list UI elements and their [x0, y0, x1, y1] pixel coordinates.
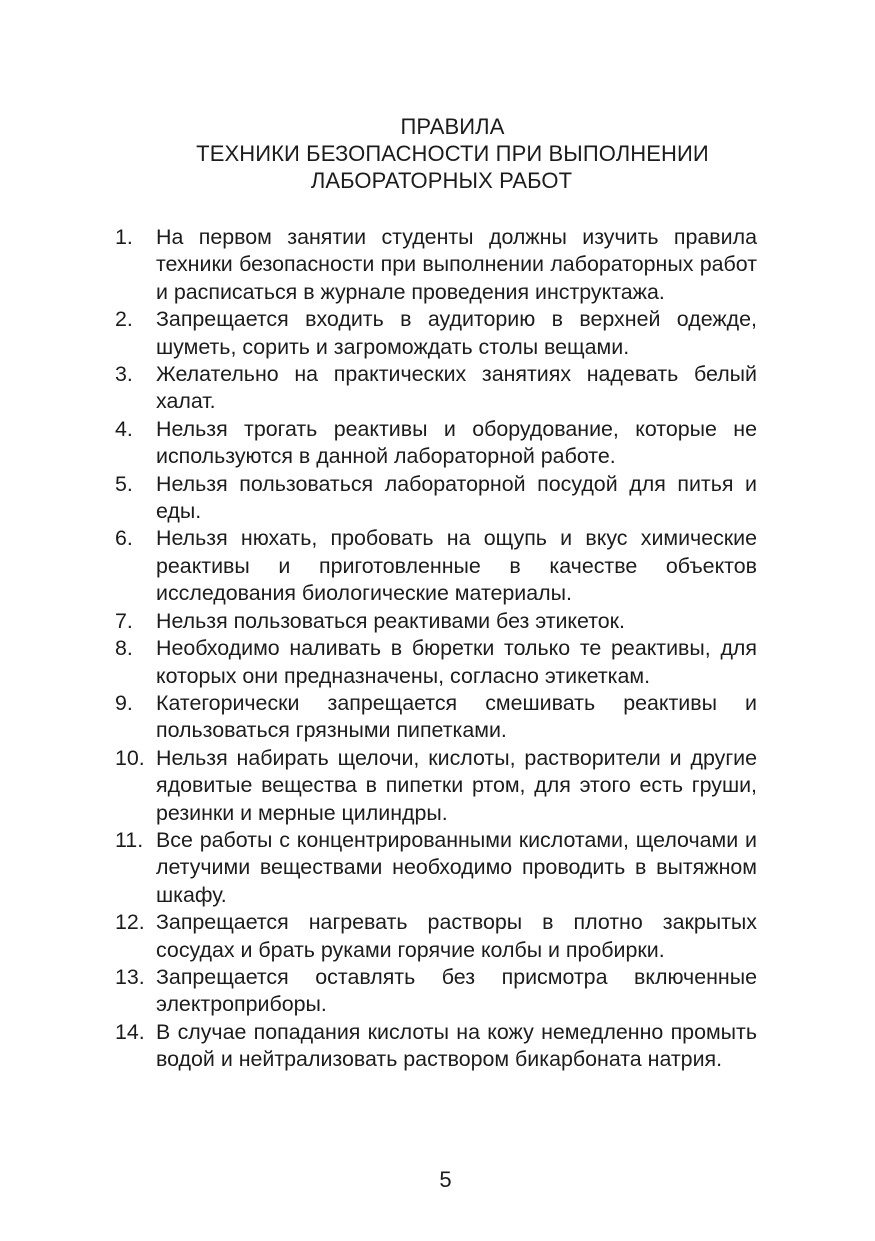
rule-text: Нельзя пользоваться реактивами без этикеток. — [156, 608, 625, 633]
rule-text: Нельзя трогать реактивы и оборудование, которые не используются в данной лабораторной работе. — [156, 416, 757, 469]
rule-text: Нельзя пользоваться лабораторной посудой для питья и еды. — [156, 471, 757, 524]
rule-item-7 — [115, 608, 757, 635]
rule-number: 3. — [115, 362, 133, 387]
page-number: 5 — [439, 1167, 452, 1192]
rule-item-1 — [115, 224, 757, 306]
rule-text: Необходимо наливать в бюретки только те реактивы, для которых они предназначены, согласно этикеткам. — [156, 636, 757, 688]
rule-text: Категорически запрещается смешивать реактивы и пользоваться грязными пипетками. — [156, 690, 757, 743]
rule-number: 7. — [115, 608, 133, 633]
rule-text: Желательно на практических занятиях надевать белый халат. — [156, 362, 757, 414]
rule-text: Нельзя нюхать, пробовать на ощупь и вкус химические реактивы и приготовленные в качестве объектов исследования биологические материалы. — [156, 526, 757, 606]
rule-number: 1. — [115, 225, 133, 249]
rule-number: 2. — [115, 307, 133, 332]
rule-text: На первом занятии студенты должны изучить правила техники безопасности при выполнении лабораторных работ и расписаться в журнале проведения инструктажа. — [156, 225, 757, 304]
rule-number: 9. — [115, 690, 133, 715]
rule-item-10 — [115, 745, 757, 827]
rule-item-9 — [115, 690, 757, 745]
title-line-2: ТЕХНИКИ БЕЗОПАСНОСТИ ПРИ ВЫПОЛНЕНИИ — [196, 141, 709, 166]
rule-number: 4. — [115, 416, 133, 441]
rule-item-12 — [115, 909, 757, 964]
rule-number: 14. — [115, 1019, 145, 1044]
rule-item-8 — [115, 635, 757, 690]
rule-number: 12. — [115, 910, 145, 935]
rule-number: 8. — [115, 636, 133, 661]
rule-item-2 — [115, 306, 757, 361]
rule-text: Все работы с концентрированными кислотами, щелочами и летучими веществами необходимо проводить в вытяжном шкафу. — [156, 827, 757, 907]
rule-text: Запрещается входить в аудиторию в верхней одежде, шуметь, сорить и загромождать столы вещами. — [156, 307, 757, 359]
title-line-3: ЛАБОРАТОРНЫХ РАБОТ — [310, 168, 573, 193]
page-title — [0, 113, 875, 194]
rule-number: 5. — [115, 471, 133, 496]
rule-text: Запрещается оставлять без присмотра включенные электроприборы. — [156, 964, 757, 1017]
rule-item-13 — [115, 964, 757, 1019]
rule-text: Запрещается нагревать растворы в плотно закрытых сосудах и брать руками горячие колбы и пробирки. — [156, 910, 757, 962]
rule-item-14 — [115, 1019, 757, 1074]
rule-item-11 — [115, 827, 757, 909]
rule-item-4 — [115, 416, 757, 471]
rule-item-5 — [115, 471, 757, 526]
rule-number: 13. — [115, 964, 145, 989]
rule-number: 10. — [115, 745, 145, 770]
rules-list — [115, 224, 757, 1074]
rule-number: 11. — [115, 827, 144, 852]
rule-text: Нельзя набирать щелочи, кислоты, растворители и другие ядовитые вещества в пипетки ртом, для этого есть груши, резинки и мерные цилиндры. — [156, 745, 757, 825]
rule-number: 6. — [115, 526, 133, 551]
rule-text: В случае попадания кислоты на кожу немедленно промыть водой и нейтрализовать раствором бикарбоната натрия. — [156, 1019, 757, 1072]
rule-item-3 — [115, 361, 757, 416]
rule-item-6 — [115, 525, 757, 607]
title-line-1: ПРАВИЛА — [400, 114, 505, 139]
